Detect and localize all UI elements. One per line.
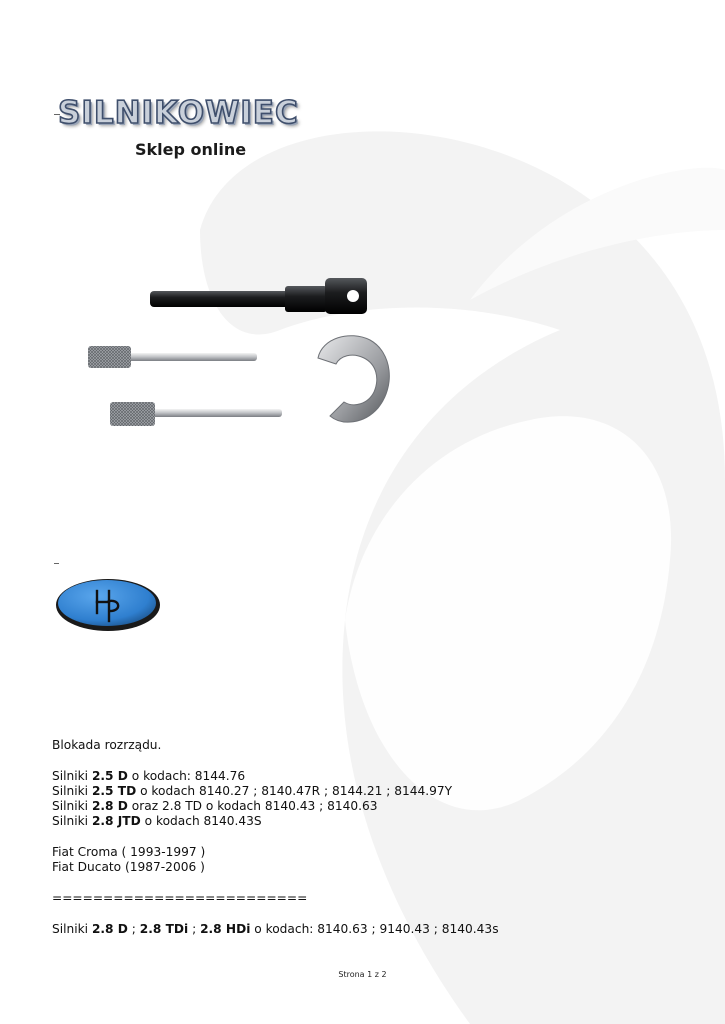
logo-name: SILNIKOWIEC (58, 95, 299, 131)
engine-line-suffix: o kodach: 8144.76 (127, 768, 246, 783)
vehicle-line-1: Fiat Croma ( 1993-1997 ) (52, 845, 206, 860)
c-shaped-ring (318, 336, 389, 422)
product-description (52, 738, 692, 937)
summary-suffix: o kodach: 8140.63 ; 9140.43 ; 8140.43s (250, 921, 499, 936)
engine-line-3 (52, 799, 692, 814)
site-logo (58, 95, 328, 170)
engine-line-summary (52, 922, 692, 937)
engine-line-suffix: oraz 2.8 TD o kodach 8140.43 ; 8140.63 (127, 799, 378, 814)
engine-code-bold: 2.5 D (91, 768, 128, 783)
engine-code-bold: 2.5 TD (91, 783, 137, 798)
decorative-dash (54, 563, 59, 564)
engine-code-bold: 2.8 D (91, 799, 128, 814)
page-footer (0, 970, 725, 979)
summary-separator: ; (127, 921, 140, 936)
knurled-pin-upper (88, 346, 257, 368)
vehicle-line-2: Fiat Ducato (1987-2006 ) (52, 860, 205, 875)
description-title: Blokada rozrządu. (52, 738, 162, 752)
knurled-pin-lower (110, 402, 282, 426)
separator-line: ========================= (52, 890, 308, 905)
black-locking-pin (150, 278, 367, 314)
summary-code-2: 2.8 TDi (139, 921, 189, 936)
page-number: Strona 1 z 2 (338, 970, 387, 979)
engine-line-prefix: Silniki (52, 814, 92, 829)
engine-line-suffix: o kodach 8140.27 ; 8140.47R ; 8144.21 ; 8144.97Y (136, 783, 453, 798)
engine-line-prefix: Silniki (52, 799, 92, 814)
engine-line-1 (52, 769, 692, 784)
engine-line-prefix: Silniki (52, 783, 92, 798)
engine-line-4 (52, 814, 692, 829)
logo-tagline: Sklep online (135, 140, 247, 159)
summary-code-3: 2.8 HDi (200, 921, 251, 936)
hp-brand-logo (54, 575, 162, 633)
engine-code-bold: 2.8 JTD (91, 814, 141, 829)
summary-prefix: Silniki (52, 921, 92, 936)
product-image (80, 268, 400, 438)
summary-separator: ; (188, 921, 201, 936)
engine-line-suffix: o kodach 8140.43S (140, 814, 262, 829)
engine-line-2 (52, 784, 692, 799)
engine-line-prefix: Silniki (52, 768, 92, 783)
summary-code-1: 2.8 D (91, 921, 128, 936)
